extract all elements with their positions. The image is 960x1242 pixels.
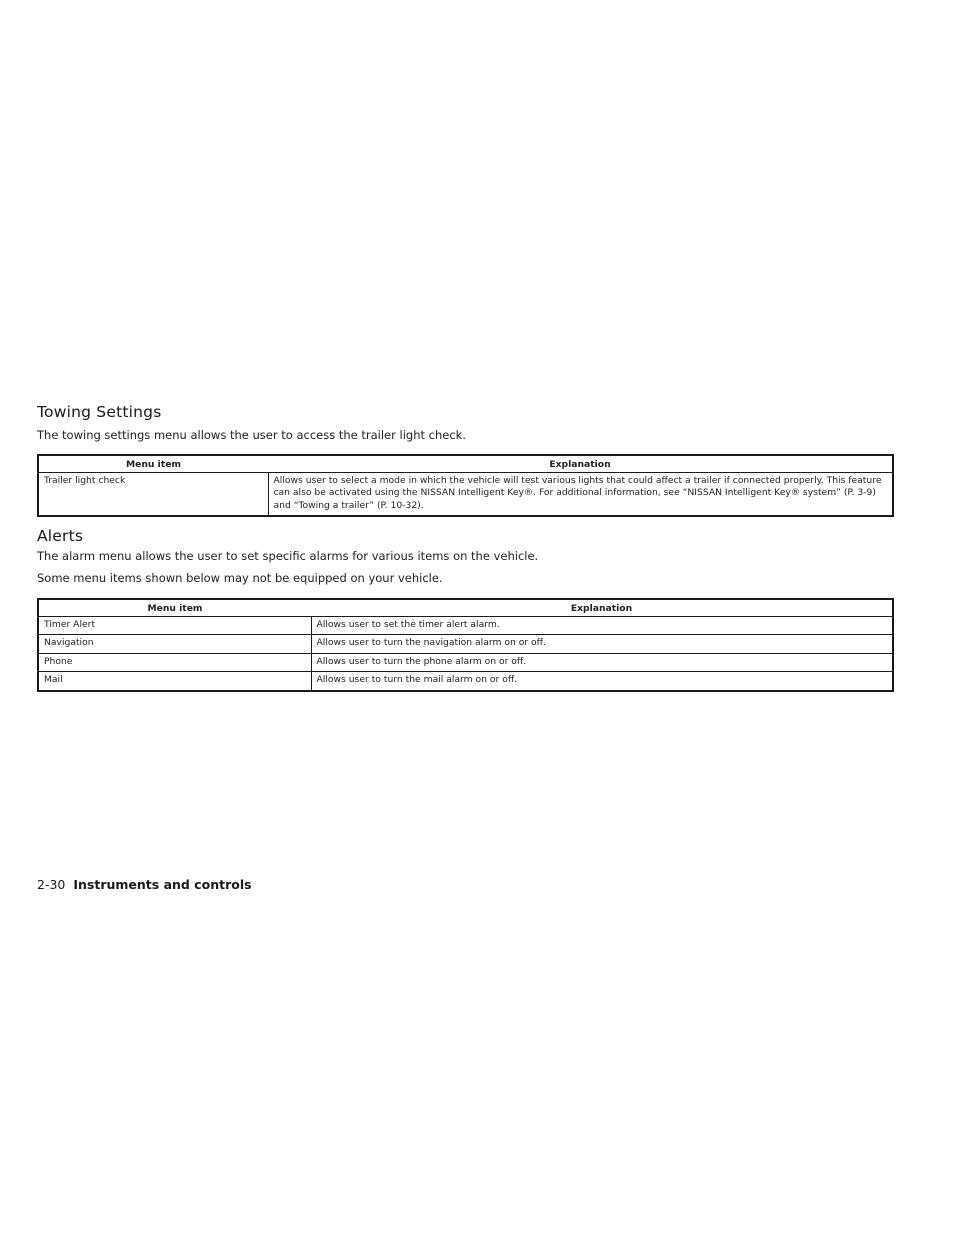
towing-settings-table	[37, 454, 894, 517]
explanation-cell: Allows user to turn the phone alarm on or off.	[311, 653, 893, 671]
page-number: 2-30	[37, 877, 66, 892]
menu-item-cell: Timer Alert	[38, 617, 311, 635]
alerts-intro1-wrap	[37, 549, 894, 563]
page-footer	[37, 877, 252, 892]
column-header-menu-item: Menu item	[38, 455, 268, 473]
explanation-cell: Allows user to select a mode in which the vehicle will test various lights that could affect a trailer if connected properly. This feature can also be activated using the NISSAN Intelligent Key®. For additional information, see “NISSAN Intelligent Key® system” (P. 3-9) and “Towing a trailer” (P. 10-32).	[273, 475, 882, 511]
table-row	[38, 473, 893, 517]
explanation-cell: Allows user to turn the navigation alarm on or off.	[311, 635, 893, 653]
menu-item-cell: Phone	[38, 653, 311, 671]
menu-item-cell: Mail	[38, 672, 311, 691]
table-row	[38, 672, 893, 691]
towing-settings-table-wrap	[37, 454, 894, 517]
towing-settings-heading: Towing Settings	[37, 403, 162, 421]
explanation-cell: Allows user to set the timer alert alarm.	[316, 619, 500, 630]
alerts-table	[37, 598, 894, 692]
table-header-row	[38, 599, 893, 617]
alerts-intro-1: The alarm menu allows the user to set specific alarms for various items on the vehicle.	[37, 549, 539, 563]
alerts-heading: Alerts	[37, 527, 84, 545]
alerts-table-wrap	[37, 598, 894, 692]
table-row	[38, 653, 893, 671]
towing-settings-intro-wrap	[37, 428, 894, 442]
column-header-explanation: Explanation	[268, 455, 893, 473]
towing-settings-section	[37, 403, 894, 421]
column-header-menu-item: Menu item	[38, 599, 311, 617]
alerts-intro-2: Some menu items shown below may not be equipped on your vehicle.	[37, 571, 443, 585]
column-header-explanation: Explanation	[311, 599, 893, 617]
table-row	[38, 617, 893, 635]
chapter-title: Instruments and controls	[73, 877, 252, 892]
alerts-intro2-wrap	[37, 571, 894, 585]
table-header-row	[38, 455, 893, 473]
table-row	[38, 635, 893, 653]
alerts-section	[37, 527, 894, 545]
towing-settings-intro: The towing settings menu allows the user to access the trailer light check.	[37, 428, 466, 442]
menu-item-cell: Navigation	[38, 635, 311, 653]
explanation-cell: Allows user to turn the mail alarm on or off.	[311, 672, 893, 691]
menu-item-cell: Trailer light check	[38, 473, 268, 517]
